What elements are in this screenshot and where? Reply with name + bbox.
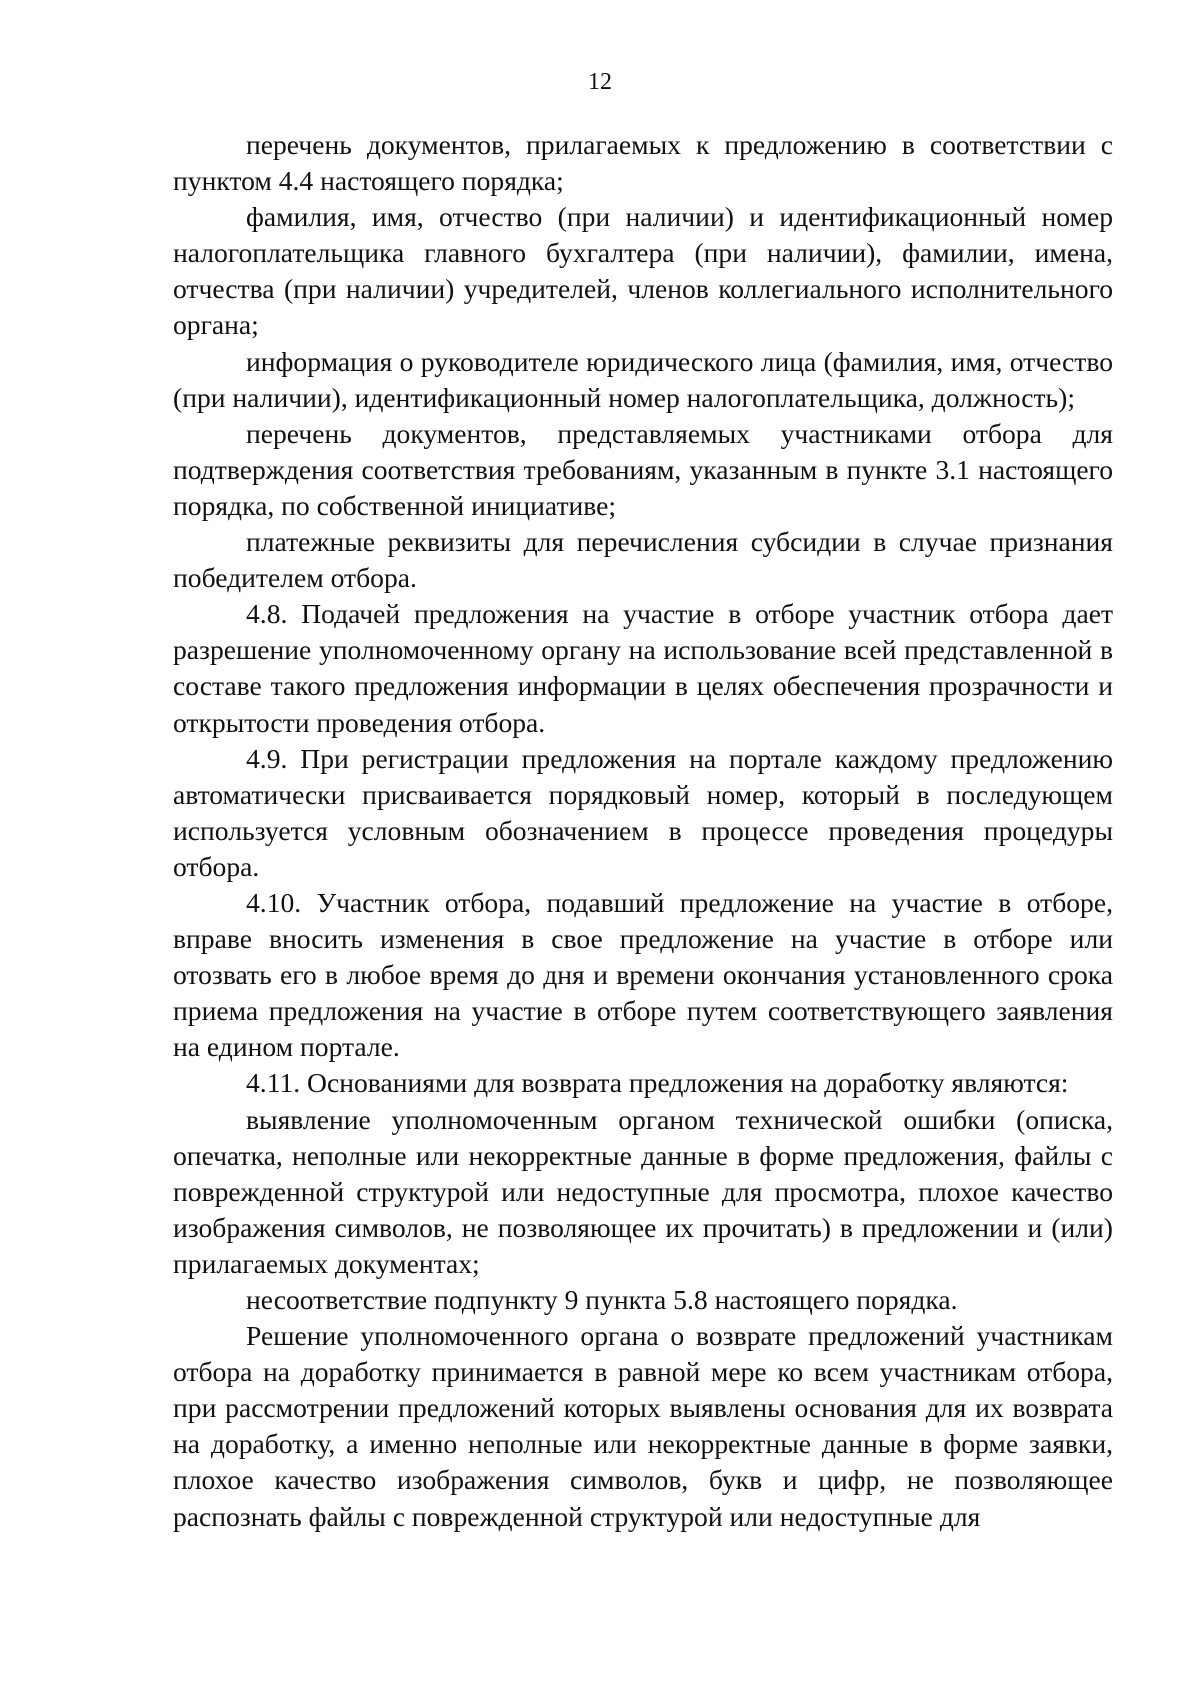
paragraph-own-initiative-documents: перечень документов, представляемых участниками отбора для подтверждения соответствия требованиям, указанным в пункте 3.1 настоящего порядка, по собственной инициативе; — [173, 417, 1113, 521]
paragraph-head-info: информация о руководителе юридического лица (фамилия, имя, отчество (при наличии), идентификационный номер налогоплательщика, должность); — [173, 345, 1113, 413]
paragraph-4-9: 4.9. При регистрации предложения на портале каждому предложению автоматически присваивается порядковый номер, который в последующем используется условным обозначением в процессе проведения процедуры отбора. — [173, 742, 1113, 882]
paragraph-accountant-founders: фамилия, имя, отчество (при наличии) и идентификационный номер налогоплательщика главного бухгалтера (при наличии), фамилии, имена, отчества (при наличии) учредителей, членов коллегиального исполнительного органа; — [173, 201, 1113, 341]
paragraph-return-decision: Решение уполномоченного органа о возврате предложений участникам отбора на доработку принимается в равной мере ко всем участникам отбора, при рассмотрении предложений которых выявлены основания для их возврата на доработку, а именно неполные или некорректные данные в форме заявки, плохое качество изображения символов, букв и цифр, не позволяющее распознать файлы с поврежденной структурой или недоступные для — [173, 1320, 1113, 1532]
paragraph-payment-details: платежные реквизиты для перечисления субсидии в случае признания победителем отбора. — [173, 526, 1113, 594]
paragraph-4-8: 4.8. Подачей предложения на участие в отборе участник отбора дает разрешение уполномоченному органу на использование всей представленной в составе такого предложения информации в целях обеспечения прозрачности и открытости проведения отбора. — [173, 598, 1113, 738]
document-body — [173, 127, 1113, 1535]
paragraph-technical-error: выявление уполномоченным органом технической ошибки (описка, опечатка, неполные или некорректные данные в форме предложения, файлы с поврежденной структурой или недоступные для просмотра, плохое качество изображения символов, не позволяющее их прочитать) в предложении и (или) прилагаемых документах; — [173, 1103, 1113, 1279]
paragraph-4-10: 4.10. Участник отбора, подавший предложение на участие в отборе, вправе вносить изменения в свое предложение на участие в отборе или отозвать его в любое время до дня и времени окончания установленного срока приема предложения на участие в отборе путем соответствующего заявления на едином портале. — [173, 886, 1113, 1063]
paragraph-nonconformity: несоответствие подпункту 9 пункта 5.8 настоящего порядка. — [246, 1284, 958, 1315]
page-number: 12 — [588, 69, 612, 95]
paragraph-documents-list: перечень документов, прилагаемых к предложению в соответствии с пунктом 4.4 настоящего порядка; — [173, 129, 1113, 197]
paragraph-4-11: 4.11. Основаниями для возврата предложения на доработку являются: — [246, 1067, 1069, 1099]
